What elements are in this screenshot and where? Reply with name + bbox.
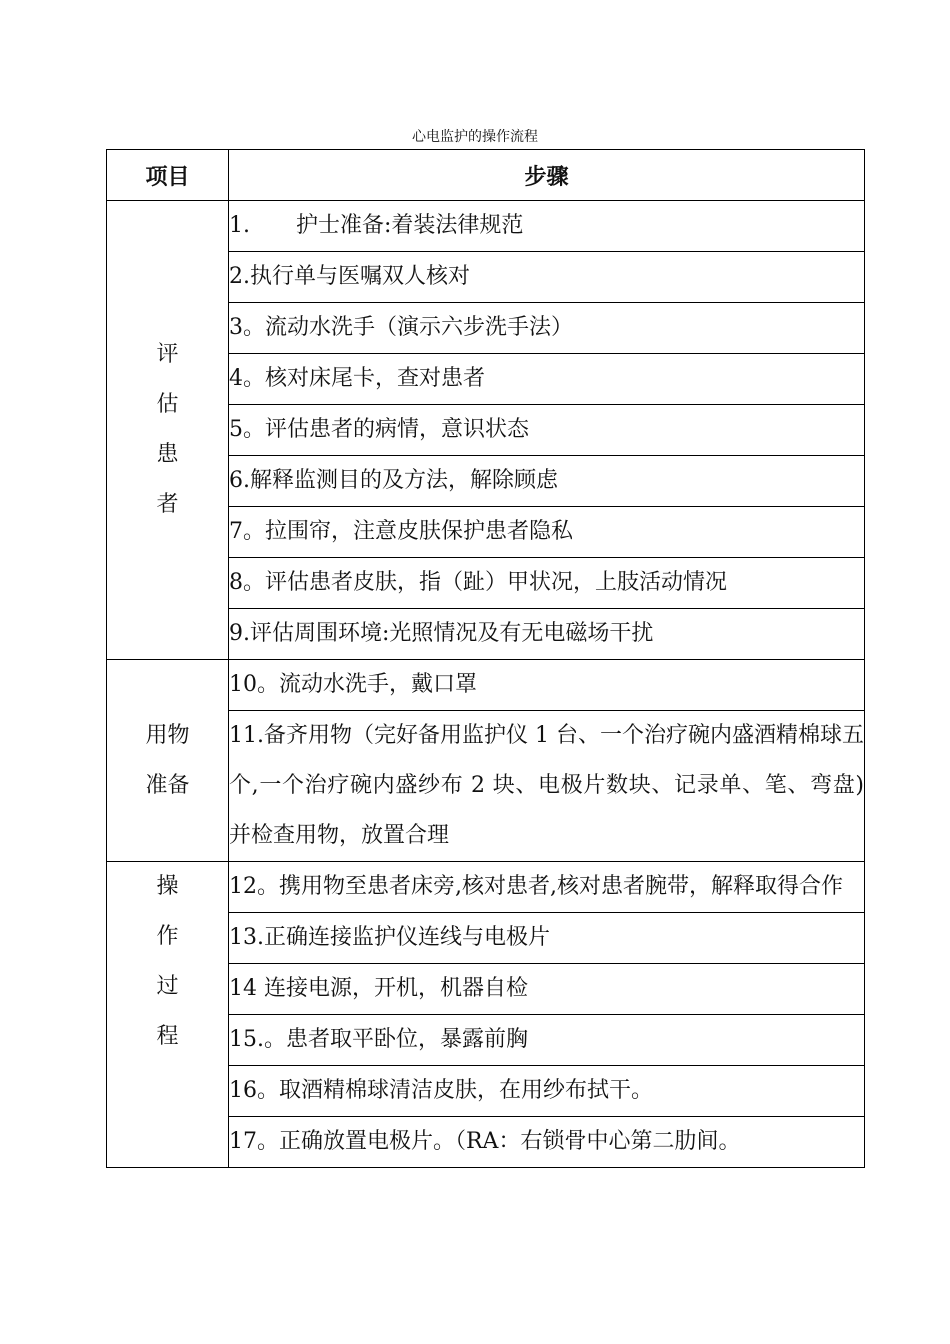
step-cell [229,660,865,711]
step-text: 11.备齐用物（完好备用监护仪 1 台、一个治疗碗内盛酒精棉球五个,一个治疗碗内盛纱布 2 块、电极片数块、记录单、笔、弯盘)并检查用物，放置合理 [229,723,864,848]
step-text: 15.。患者取平卧位，暴露前胸 [229,1027,528,1052]
step-text: 12。携用物至患者床旁,核对患者,核对患者腕带，解释取得合作 [229,874,843,899]
category-line: 准备 [145,772,190,798]
step-text: 14 连接电源，开机，机器自检 [229,976,528,1001]
step-text: 13.正确连接监护仪连线与电极片 [229,925,550,950]
category-prepare-supplies [107,660,229,862]
step-text: 17。正确放置电极片。（RA：右锁骨中心第二肋间。 [229,1129,741,1154]
category-char: 估 [156,392,179,417]
step-cell [229,456,865,507]
step-cell [229,711,865,862]
category-char: 操 [156,874,179,899]
step-cell [229,354,865,405]
step-cell [229,507,865,558]
header-item: 项目 [107,150,229,201]
step-cell [229,252,865,303]
category-char: 患 [156,442,179,467]
step-cell [229,303,865,354]
table-row [107,862,865,913]
category-char: 过 [156,974,179,999]
category-char: 程 [156,1024,179,1049]
step-cell [229,1066,865,1117]
category-operation-process [107,862,229,1168]
step-text: 9.评估周围环境:光照情况及有无电磁场干扰 [229,621,654,646]
category-char: 评 [156,342,179,367]
category-char: 作 [156,924,179,949]
table-header-row [107,150,865,201]
step-text: 护士准备:着装法律规范 [296,213,524,238]
document-title: 心电监护的操作流程 [412,129,538,145]
category-assess-patient [107,201,229,660]
step-text: 3。流动水洗手（演示六步洗手法） [229,315,573,340]
step-cell [229,405,865,456]
procedure-table [106,149,865,1168]
step-text: 7。拉围帘，注意皮肤保护患者隐私 [229,519,573,544]
step-text: 8。评估患者皮肤，指（趾）甲状况，上肢活动情况 [229,570,727,595]
step-cell [229,964,865,1015]
step-text: 4。核对床尾卡，查对患者 [229,366,485,391]
step-text: 10。流动水洗手，戴口罩 [229,672,477,697]
table-row [107,660,865,711]
category-line: 用物 [145,722,190,748]
step-text: 2.执行单与医嘱双人核对 [229,264,470,289]
step-text: 16。取酒精棉球清洁皮肤，在用纱布拭干。 [229,1078,653,1103]
category-char: 者 [156,492,179,517]
step-cell [229,862,865,913]
step-text: 5。评估患者的病情，意识状态 [229,417,529,442]
step-cell [229,201,865,252]
step-cell [229,913,865,964]
table-row [107,201,865,252]
step-number: 1. [229,213,250,238]
step-cell [229,1117,865,1168]
step-cell [229,558,865,609]
step-cell [229,1015,865,1066]
step-text: 6.解释监测目的及方法，解除顾虑 [229,468,558,493]
header-steps: 步骤 [229,150,865,201]
step-cell [229,609,865,660]
